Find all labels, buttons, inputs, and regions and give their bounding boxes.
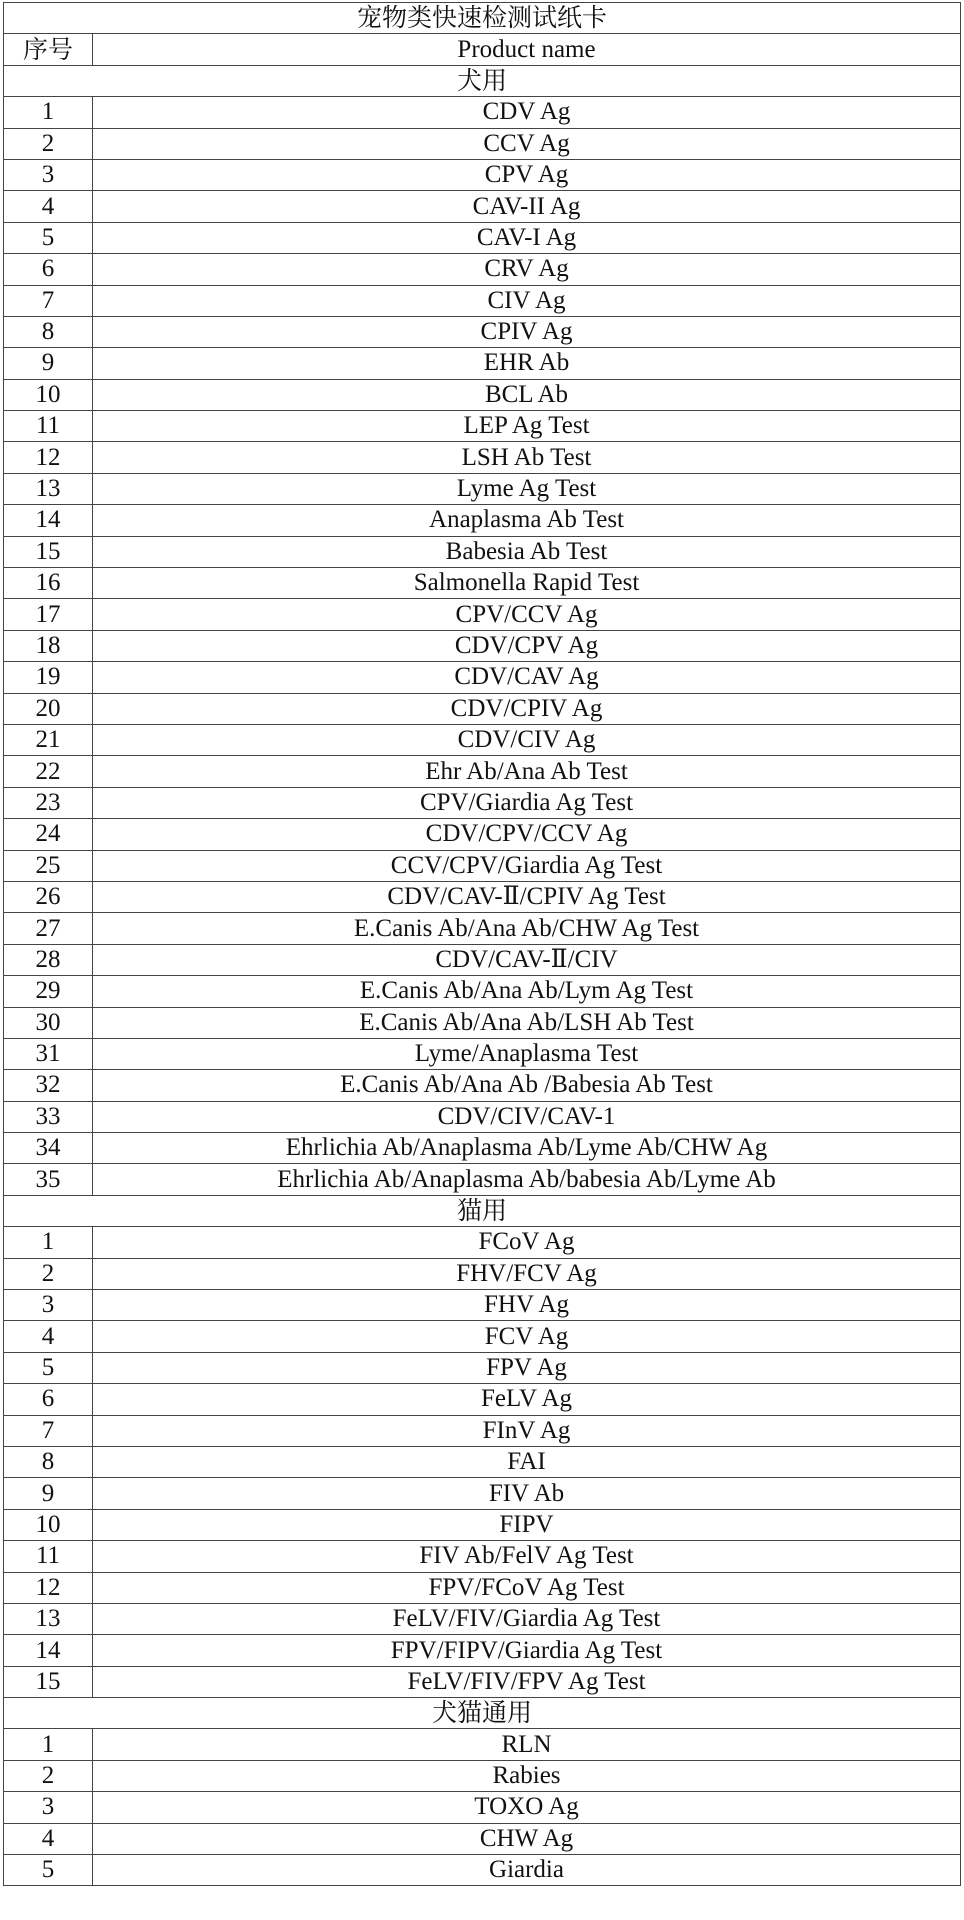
row-number: 6 — [4, 1384, 93, 1415]
table-row — [4, 724, 961, 755]
row-number: 4 — [4, 1823, 93, 1854]
table-row — [4, 1541, 961, 1572]
row-number: 34 — [4, 1133, 93, 1164]
product-name: Lyme/Anaplasma Test — [93, 1038, 961, 1069]
row-number: 17 — [4, 599, 93, 630]
table-row — [4, 1164, 961, 1195]
row-number: 2 — [4, 1760, 93, 1791]
product-name: FAI — [93, 1446, 961, 1477]
table-row — [4, 976, 961, 1007]
table-row — [4, 1823, 961, 1854]
product-name: FPV/FCoV Ag Test — [93, 1572, 961, 1603]
table-row — [4, 1133, 961, 1164]
row-number: 15 — [4, 536, 93, 567]
product-name: Ehrlichia Ab/Anaplasma Ab/Lyme Ab/CHW Ag — [93, 1133, 961, 1164]
table-row — [4, 1290, 961, 1321]
table-row — [4, 756, 961, 787]
product-name: CPV/Giardia Ag Test — [93, 787, 961, 818]
row-number: 13 — [4, 1603, 93, 1634]
row-number: 30 — [4, 1007, 93, 1038]
row-number: 28 — [4, 944, 93, 975]
product-name: CPV Ag — [93, 159, 961, 190]
row-number: 27 — [4, 913, 93, 944]
product-name: E.Canis Ab/Ana Ab/LSH Ab Test — [93, 1007, 961, 1038]
row-number: 12 — [4, 442, 93, 473]
table-row — [4, 1258, 961, 1289]
table-row — [4, 1415, 961, 1446]
product-name: E.Canis Ab/Ana Ab/Lym Ag Test — [93, 976, 961, 1007]
product-name: FPV Ag — [93, 1352, 961, 1383]
section-row — [4, 65, 961, 96]
row-number: 1 — [4, 1227, 93, 1258]
product-name: CAV-II Ag — [93, 191, 961, 222]
product-name: E.Canis Ab/Ana Ab/CHW Ag Test — [93, 913, 961, 944]
product-name: CIV Ag — [93, 285, 961, 316]
table-row — [4, 1038, 961, 1069]
table-row — [4, 1855, 961, 1886]
row-number: 1 — [4, 1729, 93, 1760]
row-number: 15 — [4, 1666, 93, 1697]
table-row — [4, 316, 961, 347]
product-name: Salmonella Rapid Test — [93, 568, 961, 599]
product-name: FCoV Ag — [93, 1227, 961, 1258]
product-name: CDV Ag — [93, 97, 961, 128]
table-row — [4, 1792, 961, 1823]
row-number: 19 — [4, 662, 93, 693]
table-row — [4, 254, 961, 285]
product-name: CCV/CPV/Giardia Ag Test — [93, 850, 961, 881]
product-name: LEP Ag Test — [93, 411, 961, 442]
product-name: FHV/FCV Ag — [93, 1258, 961, 1289]
table-row — [4, 1227, 961, 1258]
column-header-product-name: Product name — [93, 34, 961, 65]
product-name: Giardia — [93, 1855, 961, 1886]
product-name: CDV/CAV-Ⅱ/CPIV Ag Test — [93, 881, 961, 912]
row-number: 5 — [4, 222, 93, 253]
section-title: 犬用 — [4, 65, 961, 96]
product-name: FIPV — [93, 1509, 961, 1540]
table-row — [4, 505, 961, 536]
product-table — [3, 2, 961, 1886]
table-row — [4, 97, 961, 128]
product-name: Babesia Ab Test — [93, 536, 961, 567]
product-name: Anaplasma Ab Test — [93, 505, 961, 536]
table-row — [4, 222, 961, 253]
table-row — [4, 1603, 961, 1634]
row-number: 23 — [4, 787, 93, 818]
section-title: 犬猫通用 — [4, 1698, 961, 1729]
table-row — [4, 1635, 961, 1666]
table-row — [4, 662, 961, 693]
product-name: CDV/CAV-Ⅱ/CIV — [93, 944, 961, 975]
product-name: CRV Ag — [93, 254, 961, 285]
table-row — [4, 787, 961, 818]
product-name: CCV Ag — [93, 128, 961, 159]
table-row — [4, 1007, 961, 1038]
row-number: 12 — [4, 1572, 93, 1603]
product-name: EHR Ab — [93, 348, 961, 379]
row-number: 11 — [4, 411, 93, 442]
product-name: CDV/CPV/CCV Ag — [93, 819, 961, 850]
table-row — [4, 348, 961, 379]
row-number: 3 — [4, 1290, 93, 1321]
table-row — [4, 1352, 961, 1383]
table-row — [4, 568, 961, 599]
product-name: CDV/CIV/CAV-1 — [93, 1101, 961, 1132]
table-row — [4, 1384, 961, 1415]
product-name: FeLV/FIV/FPV Ag Test — [93, 1666, 961, 1697]
table-row — [4, 630, 961, 661]
row-number: 1 — [4, 97, 93, 128]
section-title: 猫用 — [4, 1195, 961, 1226]
table-row — [4, 442, 961, 473]
product-name: TOXO Ag — [93, 1792, 961, 1823]
table-row — [4, 379, 961, 410]
table-row — [4, 128, 961, 159]
table-row — [4, 944, 961, 975]
row-number: 11 — [4, 1541, 93, 1572]
product-sheet — [3, 2, 960, 1886]
product-name: Lyme Ag Test — [93, 473, 961, 504]
table-row — [4, 1478, 961, 1509]
header-row — [4, 34, 961, 65]
table-row — [4, 536, 961, 567]
section-row — [4, 1698, 961, 1729]
row-number: 18 — [4, 630, 93, 661]
row-number: 7 — [4, 285, 93, 316]
table-row — [4, 599, 961, 630]
product-name: FInV Ag — [93, 1415, 961, 1446]
product-name: CDV/CAV Ag — [93, 662, 961, 693]
table-row — [4, 819, 961, 850]
table-row — [4, 1446, 961, 1477]
product-name: CDV/CPV Ag — [93, 630, 961, 661]
product-name: E.Canis Ab/Ana Ab /Babesia Ab Test — [93, 1070, 961, 1101]
row-number: 35 — [4, 1164, 93, 1195]
table-row — [4, 881, 961, 912]
row-number: 22 — [4, 756, 93, 787]
row-number: 2 — [4, 128, 93, 159]
row-number: 26 — [4, 881, 93, 912]
product-name: CHW Ag — [93, 1823, 961, 1854]
table-row — [4, 1760, 961, 1791]
table-row — [4, 1572, 961, 1603]
product-name: CPV/CCV Ag — [93, 599, 961, 630]
row-number: 9 — [4, 348, 93, 379]
table-row — [4, 693, 961, 724]
row-number: 2 — [4, 1258, 93, 1289]
product-name: FHV Ag — [93, 1290, 961, 1321]
row-number: 8 — [4, 1446, 93, 1477]
row-number: 29 — [4, 976, 93, 1007]
row-number: 25 — [4, 850, 93, 881]
table-row — [4, 850, 961, 881]
row-number: 6 — [4, 254, 93, 285]
product-name: Rabies — [93, 1760, 961, 1791]
row-number: 9 — [4, 1478, 93, 1509]
table-row — [4, 1070, 961, 1101]
row-number: 10 — [4, 1509, 93, 1540]
table-row — [4, 1729, 961, 1760]
row-number: 4 — [4, 1321, 93, 1352]
product-name: FIV Ab/FelV Ag Test — [93, 1541, 961, 1572]
table-row — [4, 473, 961, 504]
product-name: CDV/CPIV Ag — [93, 693, 961, 724]
row-number: 24 — [4, 819, 93, 850]
row-number: 31 — [4, 1038, 93, 1069]
row-number: 13 — [4, 473, 93, 504]
table-row — [4, 411, 961, 442]
table-row — [4, 285, 961, 316]
product-name: BCL Ab — [93, 379, 961, 410]
row-number: 14 — [4, 1635, 93, 1666]
row-number: 16 — [4, 568, 93, 599]
table-row — [4, 1321, 961, 1352]
column-header-number: 序号 — [4, 34, 93, 65]
row-number: 5 — [4, 1855, 93, 1886]
table-row — [4, 1509, 961, 1540]
product-name: CAV-I Ag — [93, 222, 961, 253]
row-number: 20 — [4, 693, 93, 724]
row-number: 7 — [4, 1415, 93, 1446]
title-row — [4, 3, 961, 34]
row-number: 14 — [4, 505, 93, 536]
product-name: Ehrlichia Ab/Anaplasma Ab/babesia Ab/Lyme Ab — [93, 1164, 961, 1195]
page-title: 宠物类快速检测试纸卡 — [4, 3, 961, 34]
product-name: Ehr Ab/Ana Ab Test — [93, 756, 961, 787]
row-number: 33 — [4, 1101, 93, 1132]
row-number: 21 — [4, 724, 93, 755]
product-name: FCV Ag — [93, 1321, 961, 1352]
table-row — [4, 1101, 961, 1132]
table-row — [4, 1666, 961, 1697]
row-number: 3 — [4, 159, 93, 190]
product-name: CDV/CIV Ag — [93, 724, 961, 755]
table-row — [4, 913, 961, 944]
product-name: FeLV/FIV/Giardia Ag Test — [93, 1603, 961, 1634]
product-name: LSH Ab Test — [93, 442, 961, 473]
row-number: 4 — [4, 191, 93, 222]
row-number: 3 — [4, 1792, 93, 1823]
product-name: FIV Ab — [93, 1478, 961, 1509]
table-row — [4, 191, 961, 222]
section-row — [4, 1195, 961, 1226]
row-number: 8 — [4, 316, 93, 347]
row-number: 10 — [4, 379, 93, 410]
product-name: FPV/FIPV/Giardia Ag Test — [93, 1635, 961, 1666]
product-name: CPIV Ag — [93, 316, 961, 347]
product-name: FeLV Ag — [93, 1384, 961, 1415]
row-number: 32 — [4, 1070, 93, 1101]
product-name: RLN — [93, 1729, 961, 1760]
row-number: 5 — [4, 1352, 93, 1383]
table-row — [4, 159, 961, 190]
